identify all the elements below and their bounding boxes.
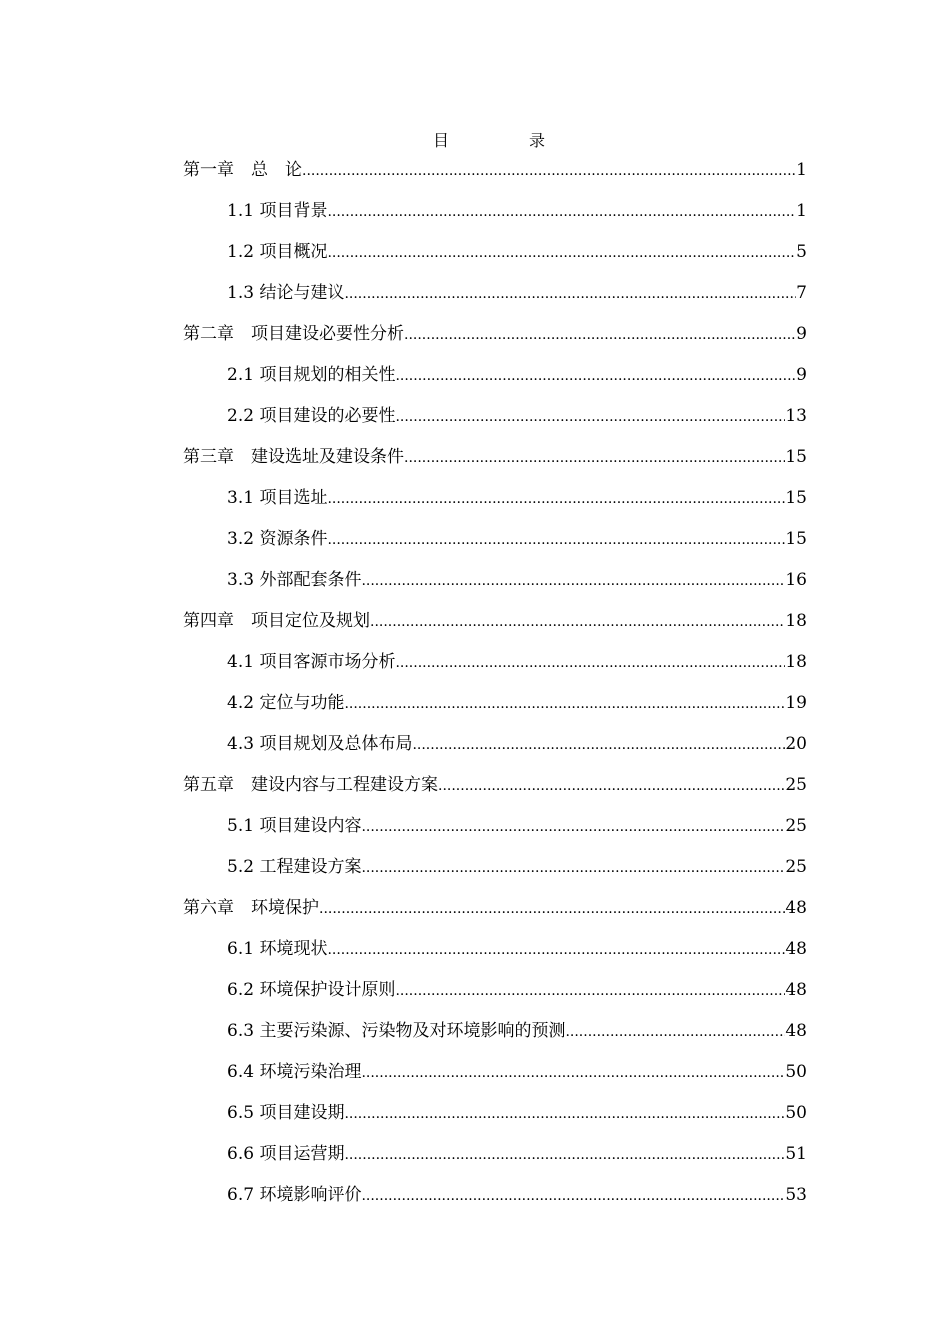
toc-dot-leader <box>395 397 785 438</box>
table-of-contents <box>183 150 807 1216</box>
toc-dot-leader <box>344 1094 785 1135</box>
toc-entry-label: 6.6 项目运营期 <box>227 1144 345 1164</box>
toc-entry-label: 1.2 项目概况 <box>227 242 328 262</box>
toc-section-entry[interactable] <box>183 1011 807 1052</box>
toc-chapter-entry[interactable] <box>183 150 807 191</box>
toc-entry-label: 第五章 建设内容与工程建设方案 <box>183 775 438 795</box>
toc-entry-label: 第三章 建设选址及建设条件 <box>183 447 404 467</box>
toc-entry-label: 6.4 环境污染治理 <box>227 1062 362 1082</box>
toc-entry-label: 6.2 环境保护设计原则 <box>227 980 396 1000</box>
toc-entry-page-number: 48 <box>785 898 807 918</box>
toc-dot-leader <box>370 602 785 643</box>
toc-entry-label: 6.1 环境现状 <box>227 939 328 959</box>
toc-entry-page-number: 51 <box>785 1144 807 1164</box>
toc-dot-leader <box>344 1135 785 1176</box>
toc-section-entry[interactable] <box>183 396 807 437</box>
toc-entry-label: 6.7 环境影响评价 <box>227 1185 362 1205</box>
toc-entry-page-number: 1 <box>796 160 807 180</box>
toc-dot-leader <box>361 848 785 889</box>
toc-entry-page-number: 25 <box>785 816 807 836</box>
toc-entry-label: 第一章 总 论 <box>183 160 302 180</box>
toc-section-entry[interactable] <box>183 929 807 970</box>
toc-entry-page-number: 50 <box>785 1103 807 1123</box>
toc-dot-leader <box>302 151 796 192</box>
toc-section-entry[interactable] <box>183 642 807 683</box>
toc-entry-label: 第六章 环境保护 <box>183 898 319 918</box>
toc-dot-leader <box>395 971 785 1012</box>
toc-chapter-entry[interactable] <box>183 765 807 806</box>
toc-entry-page-number: 15 <box>785 447 807 467</box>
toc-entry-page-number: 1 <box>796 201 807 221</box>
toc-dot-leader <box>361 807 785 848</box>
toc-chapter-entry[interactable] <box>183 437 807 478</box>
toc-section-entry[interactable] <box>183 519 807 560</box>
toc-entry-page-number: 25 <box>785 775 807 795</box>
toc-entry-page-number: 9 <box>796 324 807 344</box>
toc-entry-label: 6.5 项目建设期 <box>227 1103 345 1123</box>
toc-entry-label: 第四章 项目定位及规划 <box>183 611 370 631</box>
toc-entry-label: 4.2 定位与功能 <box>227 693 345 713</box>
toc-entry-label: 第二章 项目建设必要性分析 <box>183 324 404 344</box>
toc-dot-leader <box>344 684 785 725</box>
toc-section-entry[interactable] <box>183 1175 807 1216</box>
toc-entry-page-number: 15 <box>785 529 807 549</box>
toc-entry-page-number: 20 <box>785 734 807 754</box>
toc-section-entry[interactable] <box>183 560 807 601</box>
toc-dot-leader <box>395 643 785 684</box>
toc-section-entry[interactable] <box>183 1052 807 1093</box>
toc-entry-page-number: 5 <box>796 242 807 262</box>
toc-entry-label: 2.2 项目建设的必要性 <box>227 406 396 426</box>
toc-section-entry[interactable] <box>183 232 807 273</box>
toc-entry-page-number: 18 <box>785 611 807 631</box>
toc-dot-leader <box>327 192 796 233</box>
toc-entry-label: 2.1 项目规划的相关性 <box>227 365 396 385</box>
toc-dot-leader <box>412 725 785 766</box>
toc-entry-label: 3.2 资源条件 <box>227 529 328 549</box>
toc-entry-label: 4.3 项目规划及总体布局 <box>227 734 413 754</box>
toc-entry-label: 4.1 项目客源市场分析 <box>227 652 396 672</box>
toc-dot-leader <box>327 233 796 274</box>
toc-dot-leader <box>361 1176 785 1217</box>
toc-entry-page-number: 9 <box>796 365 807 385</box>
toc-dot-leader <box>319 889 785 930</box>
toc-dot-leader <box>438 766 785 807</box>
toc-entry-page-number: 15 <box>785 488 807 508</box>
toc-section-entry[interactable] <box>183 273 807 314</box>
toc-chapter-entry[interactable] <box>183 888 807 929</box>
toc-dot-leader <box>327 520 785 561</box>
toc-entry-page-number: 48 <box>785 939 807 959</box>
toc-entry-page-number: 50 <box>785 1062 807 1082</box>
toc-section-entry[interactable] <box>183 683 807 724</box>
toc-entry-page-number: 18 <box>785 652 807 672</box>
toc-entry-page-number: 48 <box>785 1021 807 1041</box>
toc-title: 目 录 <box>432 131 577 150</box>
toc-entry-label: 6.3 主要污染源、污染物及对环境影响的预测 <box>227 1021 566 1041</box>
toc-dot-leader <box>361 1053 785 1094</box>
toc-entry-label: 1.3 结论与建议 <box>227 283 345 303</box>
toc-dot-leader <box>404 315 796 356</box>
toc-dot-leader <box>395 356 796 397</box>
toc-entry-page-number: 7 <box>796 283 807 303</box>
toc-entry-page-number: 53 <box>785 1185 807 1205</box>
toc-dot-leader <box>361 561 785 602</box>
toc-section-entry[interactable] <box>183 355 807 396</box>
toc-section-entry[interactable] <box>183 1093 807 1134</box>
toc-section-entry[interactable] <box>183 970 807 1011</box>
toc-entry-label: 3.3 外部配套条件 <box>227 570 362 590</box>
toc-entry-label: 3.1 项目选址 <box>227 488 328 508</box>
toc-dot-leader <box>344 274 796 315</box>
toc-entry-page-number: 13 <box>785 406 807 426</box>
toc-section-entry[interactable] <box>183 478 807 519</box>
toc-dot-leader <box>565 1012 785 1053</box>
toc-entry-label: 1.1 项目背景 <box>227 201 328 221</box>
toc-section-entry[interactable] <box>183 191 807 232</box>
toc-chapter-entry[interactable] <box>183 314 807 355</box>
toc-dot-leader <box>404 438 785 479</box>
toc-section-entry[interactable] <box>183 847 807 888</box>
toc-entry-page-number: 19 <box>785 693 807 713</box>
toc-entry-label: 5.1 项目建设内容 <box>227 816 362 836</box>
toc-section-entry[interactable] <box>183 724 807 765</box>
toc-entry-page-number: 16 <box>785 570 807 590</box>
toc-section-entry[interactable] <box>183 1134 807 1175</box>
toc-dot-leader <box>327 930 785 971</box>
toc-entry-page-number: 25 <box>785 857 807 877</box>
toc-section-entry[interactable] <box>183 806 807 847</box>
toc-entry-label: 5.2 工程建设方案 <box>227 857 362 877</box>
toc-dot-leader <box>327 479 785 520</box>
toc-entry-page-number: 48 <box>785 980 807 1000</box>
toc-chapter-entry[interactable] <box>183 601 807 642</box>
